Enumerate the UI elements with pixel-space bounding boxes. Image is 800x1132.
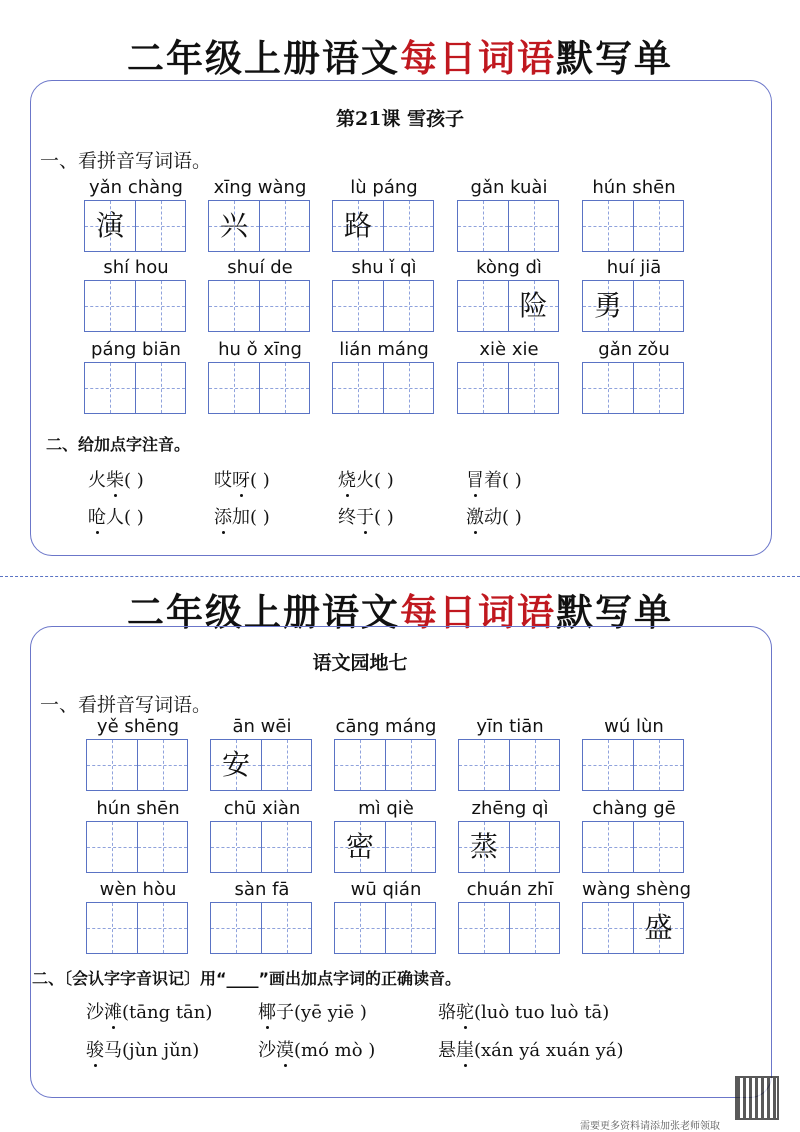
writing-grid [457, 200, 559, 252]
word-box-group [208, 176, 312, 252]
qr-code [735, 1076, 779, 1120]
hint-character: 演 [95, 209, 124, 242]
question1-label-2: 一、看拼音写词语。 [40, 694, 212, 716]
writing-grid [334, 821, 436, 873]
answer-blank: 子(yē yiē ) [276, 1002, 367, 1023]
writing-grid [332, 200, 434, 252]
writing-cell[interactable] [87, 903, 137, 953]
word-box-group [334, 797, 438, 873]
exercise-item[interactable] [86, 1036, 199, 1062]
plain-character: 悬 [438, 1040, 456, 1061]
word-box-group [86, 715, 190, 791]
writing-cell[interactable] [137, 903, 187, 953]
word-box-group [210, 797, 314, 873]
writing-grid [582, 739, 684, 791]
writing-cell[interactable] [137, 740, 187, 790]
answer-blank: 火( ) [356, 470, 394, 491]
pinyin-label: gǎn zǒu [598, 339, 670, 360]
writing-cell[interactable] [333, 281, 383, 331]
question2-label-1: 二、给加点字注音。 [46, 435, 191, 454]
writing-cell[interactable] [509, 903, 559, 953]
word-box-group [582, 176, 686, 252]
writing-cell[interactable] [335, 822, 385, 872]
word-box-group [84, 176, 188, 252]
word-box-group [582, 797, 686, 873]
writing-cell[interactable] [458, 201, 508, 251]
pinyin-label: sàn fā [234, 879, 290, 900]
word-box-group [582, 715, 686, 791]
word-box-group [457, 256, 561, 332]
word-box-group [458, 797, 562, 873]
hint-character: 盛 [644, 911, 673, 944]
word-box-group [582, 256, 686, 332]
pinyin-label: yīn tiān [476, 716, 544, 737]
question2-label-2: 二、〔会认字字音识记〕用“____”画出加点字词的正确读音。 [32, 969, 462, 988]
writing-cell[interactable] [135, 281, 185, 331]
answer-blank: ( ) [124, 470, 144, 491]
writing-cell[interactable] [633, 201, 683, 251]
writing-cell[interactable] [459, 822, 509, 872]
hint-character: 兴 [219, 209, 248, 242]
word-box-group [332, 338, 436, 414]
answer-blank: (xán yá xuán yá) [474, 1040, 624, 1061]
title-part1: 二年级上册语文 [127, 591, 400, 634]
pinyin-label: hún shēn [592, 177, 676, 198]
writing-cell[interactable] [583, 201, 633, 251]
exercise-item[interactable] [438, 1036, 624, 1062]
hint-character: 蒸 [469, 830, 498, 863]
writing-cell[interactable] [211, 822, 261, 872]
pinyin-label: lián máng [339, 339, 429, 360]
writing-cell[interactable] [383, 201, 433, 251]
dotted-character: 柴 [106, 466, 124, 492]
writing-cell[interactable] [259, 281, 309, 331]
writing-cell[interactable] [87, 822, 137, 872]
writing-cell[interactable] [209, 281, 259, 331]
exercise-item[interactable] [88, 466, 144, 492]
dotted-character: 驼 [456, 998, 474, 1024]
writing-cell[interactable] [261, 903, 311, 953]
pinyin-label: shí hou [103, 257, 169, 278]
dotted-character: 于 [356, 503, 374, 529]
pinyin-label: páng biān [91, 339, 181, 360]
writing-cell[interactable] [135, 201, 185, 251]
writing-grid [582, 280, 684, 332]
word-box-group [210, 878, 314, 954]
dotted-character: 崖 [456, 1036, 474, 1062]
writing-cell[interactable] [508, 201, 558, 251]
writing-cell[interactable] [583, 903, 633, 953]
pinyin-label: shuí de [227, 257, 293, 278]
writing-grid [458, 821, 560, 873]
pinyin-label: shu ǐ qì [351, 257, 417, 278]
writing-grid [210, 821, 312, 873]
writing-grid [84, 362, 186, 414]
pinyin-label: gǎn kuài [470, 177, 548, 198]
writing-grid [208, 280, 310, 332]
writing-grid [332, 362, 434, 414]
writing-cell[interactable] [259, 363, 309, 413]
pinyin-label: huí jiā [606, 257, 662, 278]
hint-character: 路 [343, 209, 372, 242]
pinyin-label: chuán zhī [466, 879, 554, 900]
writing-cell[interactable] [583, 740, 633, 790]
writing-grid [457, 362, 559, 414]
word-box-group [332, 256, 436, 332]
writing-cell[interactable] [209, 201, 259, 251]
pinyin-label: xīng wàng [213, 177, 307, 198]
writing-cell[interactable] [508, 281, 558, 331]
writing-grid [334, 902, 436, 954]
word-box-group [210, 715, 314, 791]
hint-character: 安 [221, 748, 250, 781]
footer-note: 需要更多资料请添加张老师领取 [580, 1121, 720, 1132]
dotted-character: 呀 [232, 466, 250, 492]
pinyin-label: lù páng [350, 177, 418, 198]
plain-character: 哎 [214, 470, 232, 491]
writing-cell[interactable] [459, 740, 509, 790]
answer-blank: 动( ) [484, 507, 522, 528]
answer-blank: (tāng tān) [122, 1002, 213, 1023]
writing-grid [334, 739, 436, 791]
pinyin-label: zhēng qì [471, 798, 549, 819]
writing-cell[interactable] [259, 201, 309, 251]
lesson-title-2: 语文园地七 [312, 652, 408, 674]
word-box-group [458, 878, 562, 954]
writing-cell[interactable] [385, 822, 435, 872]
writing-cell[interactable] [87, 740, 137, 790]
writing-grid [458, 902, 560, 954]
pinyin-label: xiè xie [479, 339, 539, 360]
writing-cell[interactable] [633, 363, 683, 413]
pinyin-label: hu ǒ xīng [218, 339, 302, 360]
word-box-group [84, 338, 188, 414]
writing-cell[interactable] [633, 740, 683, 790]
exercise-item[interactable] [214, 466, 270, 492]
writing-cell[interactable] [211, 740, 261, 790]
page-title-1 [0, 28, 800, 82]
cut-line [0, 576, 800, 577]
exercise-item[interactable] [466, 466, 522, 492]
exercise-item[interactable] [214, 503, 270, 529]
pinyin-label: kòng dì [476, 257, 542, 278]
title-part3: 默写单 [556, 37, 673, 80]
dotted-character: 椰 [258, 998, 276, 1024]
pinyin-label: yě shēng [96, 716, 180, 737]
exercise-item[interactable] [258, 1036, 375, 1062]
writing-grid [86, 821, 188, 873]
word-box-group [332, 176, 436, 252]
dotted-character: 添 [214, 503, 232, 529]
writing-cell[interactable] [583, 363, 633, 413]
writing-cell[interactable] [333, 363, 383, 413]
hint-character: 勇 [593, 289, 622, 322]
writing-cell[interactable] [458, 281, 508, 331]
word-box-group [334, 878, 438, 954]
plain-character: 骆 [438, 1002, 456, 1023]
answer-blank: 加( ) [232, 507, 270, 528]
word-box-group [84, 256, 188, 332]
word-box-group [582, 878, 692, 954]
title-part1: 二年级上册语文 [127, 37, 400, 80]
writing-grid [208, 362, 310, 414]
exercise-item[interactable] [338, 466, 394, 492]
writing-grid [582, 200, 684, 252]
pinyin-label: wàng shèng [582, 879, 692, 900]
plain-character: 沙 [258, 1040, 276, 1061]
pinyin-label: cāng máng [335, 716, 437, 737]
word-box-group [86, 878, 190, 954]
writing-grid [582, 362, 684, 414]
plain-character: 火 [88, 470, 106, 491]
pinyin-label: wū qián [350, 879, 422, 900]
writing-grid [86, 739, 188, 791]
dotted-character: 骏 [86, 1036, 104, 1062]
plain-character: 终 [338, 507, 356, 528]
writing-cell[interactable] [633, 281, 683, 331]
title-part2: 每日词语 [400, 591, 556, 634]
lesson-title-1: 第21课 雪孩子 [335, 108, 465, 130]
writing-grid [210, 902, 312, 954]
writing-cell[interactable] [211, 903, 261, 953]
answer-blank: 人( ) [106, 507, 144, 528]
writing-cell[interactable] [458, 363, 508, 413]
exercise-item[interactable] [88, 503, 144, 529]
exercise-item[interactable] [466, 503, 522, 529]
writing-cell[interactable] [209, 363, 259, 413]
writing-cell[interactable] [583, 822, 633, 872]
pinyin-label: chū xiàn [223, 798, 301, 819]
writing-cell[interactable] [583, 281, 633, 331]
hint-character: 险 [519, 289, 548, 322]
writing-cell[interactable] [633, 822, 683, 872]
word-box-group [582, 338, 686, 414]
title-part3: 默写单 [556, 591, 673, 634]
writing-cell[interactable] [261, 740, 311, 790]
plain-character: 沙 [86, 1002, 104, 1023]
word-box-group [457, 338, 561, 414]
writing-cell[interactable] [509, 822, 559, 872]
pinyin-label: hún shēn [96, 798, 180, 819]
pinyin-label: yǎn chàng [89, 177, 183, 198]
word-box-group [457, 176, 561, 252]
writing-cell[interactable] [633, 903, 683, 953]
writing-grid [86, 902, 188, 954]
writing-cell[interactable] [135, 363, 185, 413]
word-box-group [208, 256, 312, 332]
answer-blank: (luò tuo luò tā) [474, 1002, 610, 1023]
writing-cell[interactable] [85, 363, 135, 413]
pinyin-label: ān wēi [232, 716, 292, 737]
writing-grid [582, 821, 684, 873]
writing-cell[interactable] [335, 903, 385, 953]
writing-cell[interactable] [383, 281, 433, 331]
pinyin-label: chàng gē [592, 798, 676, 819]
writing-grid [210, 739, 312, 791]
writing-cell[interactable] [509, 740, 559, 790]
writing-grid [457, 280, 559, 332]
answer-blank: (mó mò ) [294, 1040, 376, 1061]
exercise-item[interactable] [258, 998, 367, 1024]
title-part2: 每日词语 [400, 37, 556, 80]
writing-cell[interactable] [85, 201, 135, 251]
answer-blank: ( ) [250, 470, 270, 491]
writing-grid [332, 280, 434, 332]
dotted-character: 呛 [88, 503, 106, 529]
writing-cell[interactable] [335, 740, 385, 790]
dotted-character: 烧 [338, 466, 356, 492]
exercise-item[interactable] [338, 503, 394, 529]
hint-character: 密 [345, 830, 374, 863]
answer-blank: ( ) [374, 507, 394, 528]
writing-cell[interactable] [333, 201, 383, 251]
dotted-character: 冒 [466, 466, 484, 492]
question1-label-1: 一、看拼音写词语。 [40, 150, 212, 172]
pinyin-label: mì qiè [358, 798, 414, 819]
word-box-group [334, 715, 438, 791]
exercise-item[interactable] [438, 998, 609, 1024]
writing-cell[interactable] [261, 822, 311, 872]
dotted-character: 漠 [276, 1036, 294, 1062]
writing-cell[interactable] [459, 903, 509, 953]
pinyin-label: wèn hòu [99, 879, 177, 900]
writing-cell[interactable] [85, 281, 135, 331]
writing-cell[interactable] [383, 363, 433, 413]
pinyin-label: wú lùn [604, 716, 664, 737]
answer-blank: 马(jùn jǔn) [104, 1040, 200, 1061]
writing-cell[interactable] [137, 822, 187, 872]
dotted-character: 激 [466, 503, 484, 529]
answer-blank: 着( ) [484, 470, 522, 491]
writing-grid [208, 200, 310, 252]
dotted-character: 滩 [104, 998, 122, 1024]
writing-grid [582, 902, 684, 954]
word-box-group [208, 338, 312, 414]
writing-cell[interactable] [385, 903, 435, 953]
writing-grid [84, 200, 186, 252]
writing-grid [458, 739, 560, 791]
word-box-group [86, 797, 190, 873]
exercise-item[interactable] [86, 998, 212, 1024]
writing-grid [84, 280, 186, 332]
writing-cell[interactable] [385, 740, 435, 790]
writing-cell[interactable] [508, 363, 558, 413]
word-box-group [458, 715, 562, 791]
